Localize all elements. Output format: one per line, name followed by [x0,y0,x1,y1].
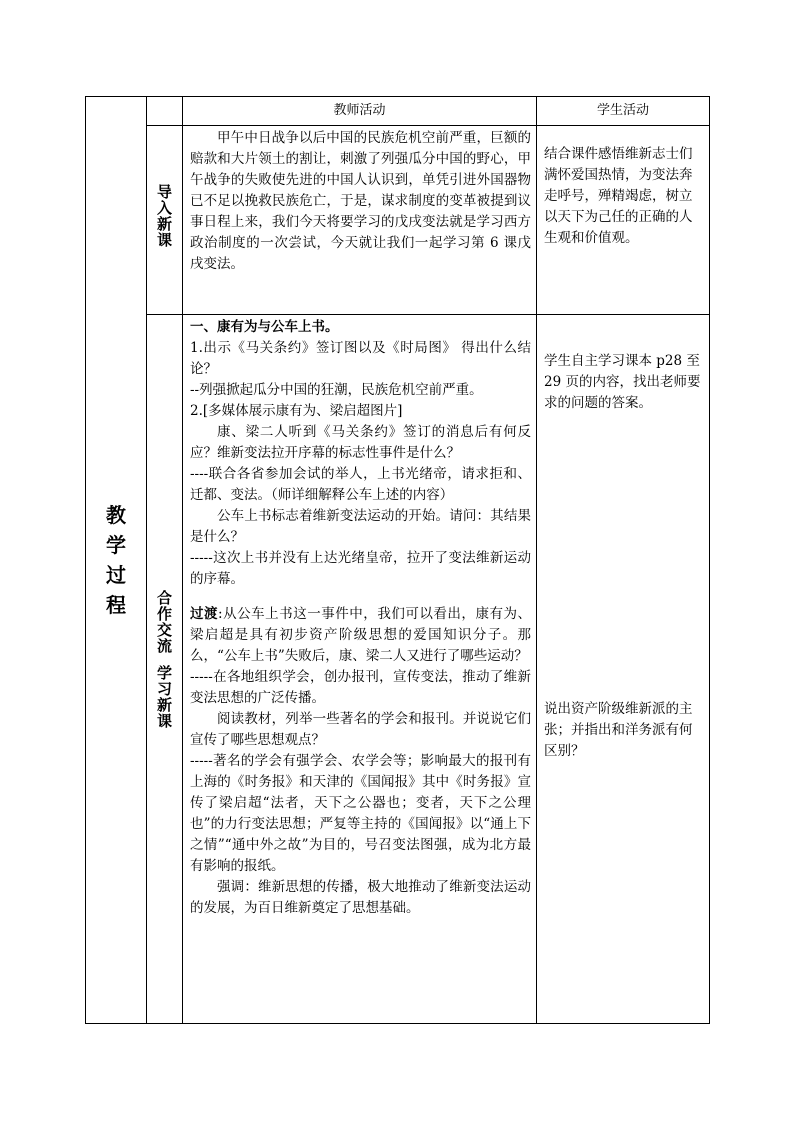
intro-phase-label: 导入新课 [156,183,172,249]
intro-phase-cell [147,126,183,315]
transition-paragraph [190,604,531,667]
main-phase-label-1: 合作交流 [156,589,172,655]
header-empty-cell [147,97,183,126]
question-3: 公车上书标志着维新变法运动的开始。请问：其结果是什么？ [190,508,531,545]
intro-student-text: 结合课件感悟维新志士们满怀爱国热情，为变法奔走呼号，殚精竭虑，树立以天下为己任的正确的人生观和价值观。 [544,146,693,246]
intro-teacher-cell [183,126,537,315]
answer-2: ----联合各省参加会试的举人，上书光绪帝，请求拒和、迁都、变法。（师详细解释公车上述的内容） [190,466,531,503]
main-phase-label-2: 学习新课 [156,664,172,730]
emphasis-text: 强调：维新思想的传播，极大地推动了维新变法运动的发展，为百日维新奠定了思想基础。 [190,879,531,916]
intro-student-cell [537,126,710,315]
lesson-plan-table [85,96,710,1024]
header-row [86,97,710,126]
question-2: 康、梁二人听到《马关条约》签订的消息后有何反应？维新变法拉开序幕的标志性事件是什么？ [190,424,531,461]
intro-teacher-text: 甲午中日战争以后中国的民族危机空前严重，巨额的赔款和大片领土的割让，刺激了列强瓜分中国的野心，甲午战争的失败使先进的中国人认识到，单凭引进外国器物已不足以挽救民族危亡，于是，谋求制度的变革被提到议事日程上来，我们今天将要学习的戊戌变法就是学习西方政治制度的一次尝试，今天就让我们一起学习第 6 课戊戌变法。 [190,130,531,272]
answer-3: -----这次上书并没有上达光绪皇帝，拉开了变法维新运动的序幕。 [190,550,531,587]
question-1: 1.出示《马关条约》签订图以及《时局图》 得出什么结论？ [190,340,531,377]
main-phase-cell [147,315,183,1024]
section-label: 教学过程 [106,503,126,617]
main-student-text-2: 说出资产阶级维新派的主张；并指出和洋务派有何区别？ [544,701,693,759]
teacher-activity-header: 教师活动 [183,97,537,126]
question-5: 阅读教材，列举一些著名的学会和报刊。并说说它们宣传了哪些思想观点？ [190,711,531,748]
main-teacher-cell [183,315,537,1024]
section-cell [86,97,147,1024]
section-heading: 一、康有为与公车上书。 [190,319,339,335]
transition-text: :从公车上书这一事件中，我们可以看出，康有为、梁启超是具有初步资产阶级思想的爱国知识分子。那么，“公车上书”失败后，康、梁二人又进行了哪些运动？ [190,606,531,664]
transition-label: 过渡 [190,606,219,622]
question-2-intro: 2.[多媒体展示康有为、梁启超图片] [190,403,403,419]
answer-1: --列强掀起瓜分中国的狂潮，民族危机空前严重。 [190,382,483,398]
answer-5: -----著名的学会有强学会、农学会等；影响最大的报刊有上海的《时务报》和天津的《国闻报》其中《时务报》宣传了梁启超“法者，天下之公器也；变者，天下之公理也”的力行变法思想；严复等主持的《国闻报》以“通上下之情”“通中外之故”为目的，号召变法图强，成为北方最有影响的报纸。 [190,753,531,874]
intro-row [86,126,710,315]
main-student-cell [537,315,710,1024]
main-student-text-1: 学生自主学习课本 p28 至 29 页的内容，找出老师要求的问题的答案。 [544,353,701,411]
student-activity-header: 学生活动 [537,97,710,126]
main-row [86,315,710,1024]
answer-4: -----在各地组织学会，创办报刊，宣传变法，推动了维新变法思想的广泛传播。 [190,669,531,706]
